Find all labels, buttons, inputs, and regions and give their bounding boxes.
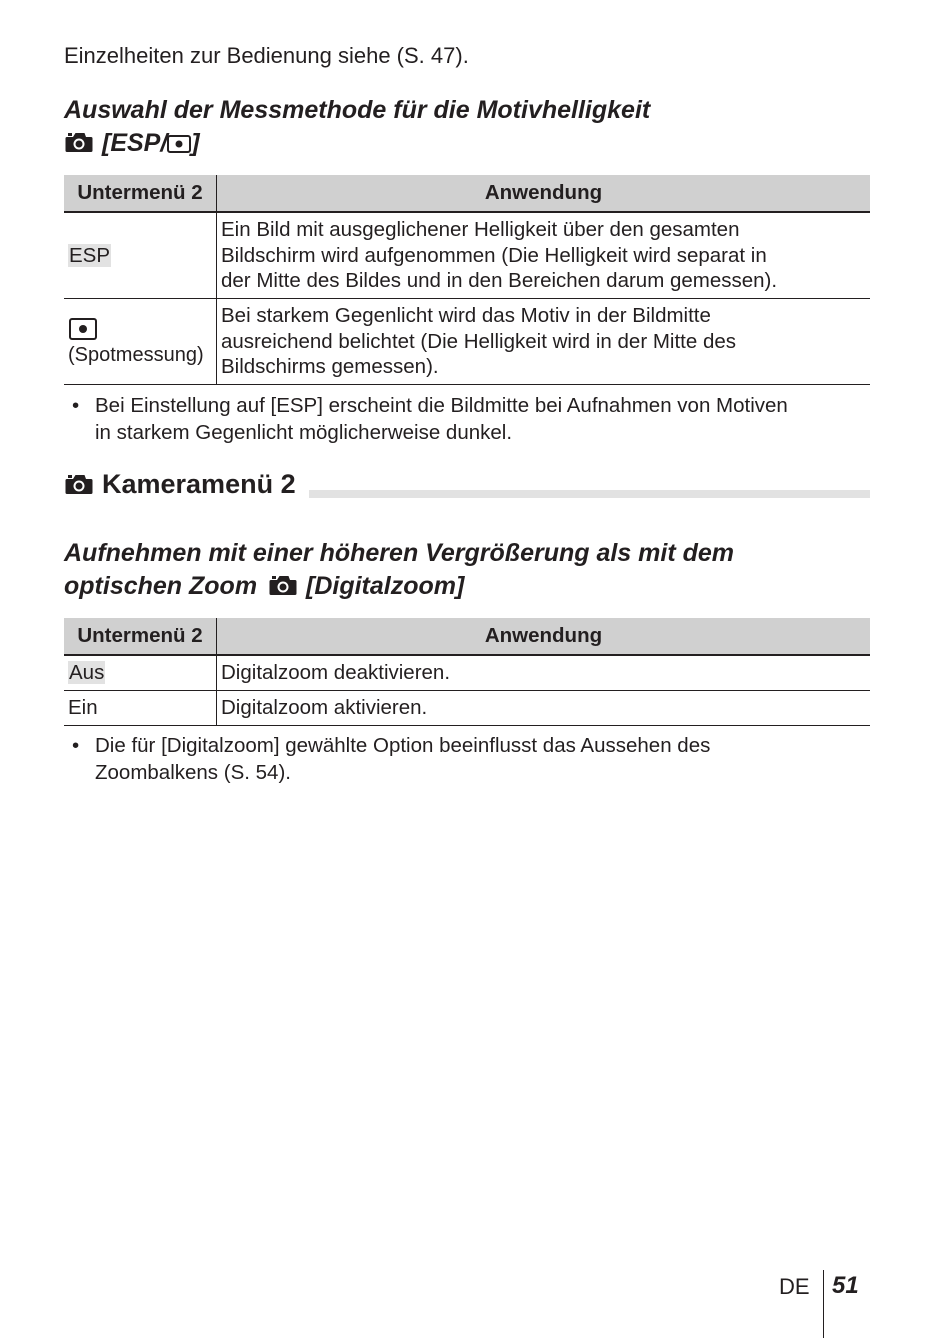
spot-metering-icon bbox=[69, 318, 97, 340]
metering-heading-prefix: [ESP/ bbox=[102, 129, 168, 157]
bullet-icon: • bbox=[72, 734, 80, 757]
metering-heading-suffix: ] bbox=[191, 129, 200, 157]
camera-icon bbox=[64, 130, 94, 154]
metering-note: • Bei Einstellung auf [ESP] erscheint die Bildmitte bei Aufnahmen von Motiven in starkem Gegenlicht möglicherweise dunkel. bbox=[72, 394, 788, 444]
option-spot: (Spotmessung) bbox=[68, 344, 204, 367]
row-description: Digitalzoom aktivieren. bbox=[217, 691, 871, 726]
table-row bbox=[64, 212, 870, 299]
table-header-submenu: Untermenü 2 bbox=[64, 618, 217, 655]
digitalzoom-table bbox=[64, 618, 870, 726]
metering-table bbox=[64, 175, 870, 385]
footer-divider bbox=[823, 1270, 824, 1338]
option-aus: Aus bbox=[69, 661, 105, 685]
row-description: Bei starkem Gegenlicht wird das Motiv in der Bildmitte ausreichend belichtet (Die Helligkeit wird in der Mitte des Bildschirms gemessen). bbox=[217, 299, 871, 385]
spot-metering-icon bbox=[167, 135, 191, 153]
row-description: Ein Bild mit ausgeglichener Helligkeit über den gesamten Bildschirm wird aufgenommen (Die Helligkeit wird separat in der Mitte des Bildes und in den Bereichen darum gemessen). bbox=[217, 212, 871, 299]
table-row bbox=[64, 655, 870, 691]
camera-icon bbox=[268, 573, 298, 597]
camera-icon bbox=[64, 472, 94, 496]
table-row bbox=[64, 299, 870, 385]
page-number: 51 bbox=[832, 1272, 859, 1299]
table-row bbox=[64, 691, 870, 726]
metering-heading bbox=[64, 94, 650, 160]
row-description: Digitalzoom deaktivieren. bbox=[217, 655, 871, 691]
page-footer bbox=[779, 1270, 903, 1338]
table-header-usage: Anwendung bbox=[217, 175, 871, 212]
table-header-submenu: Untermenü 2 bbox=[64, 175, 217, 212]
bullet-icon: • bbox=[72, 394, 80, 417]
digitalzoom-heading: Aufnehmen mit einer höheren Vergrößerung als mit dem optischen Zoom [Digitalzoom] bbox=[64, 539, 735, 600]
digitalzoom-note: • Die für [Digitalzoom] gewählte Option beeinflusst das Aussehen des Zoombalkens (S. 54). bbox=[72, 734, 711, 784]
table-header-usage: Anwendung bbox=[217, 618, 871, 655]
section-header bbox=[64, 466, 870, 502]
option-esp: ESP bbox=[69, 243, 111, 267]
intro-text: Einzelheiten zur Bedienung siehe (S. 47). bbox=[64, 43, 469, 68]
language-code: DE bbox=[779, 1274, 810, 1299]
section-header-bar bbox=[309, 490, 870, 498]
section-title: Kameramenü 2 bbox=[102, 469, 296, 499]
metering-heading-line1: Auswahl der Messmethode für die Motivhelligkeit bbox=[64, 96, 651, 124]
option-ein: Ein bbox=[64, 691, 217, 726]
